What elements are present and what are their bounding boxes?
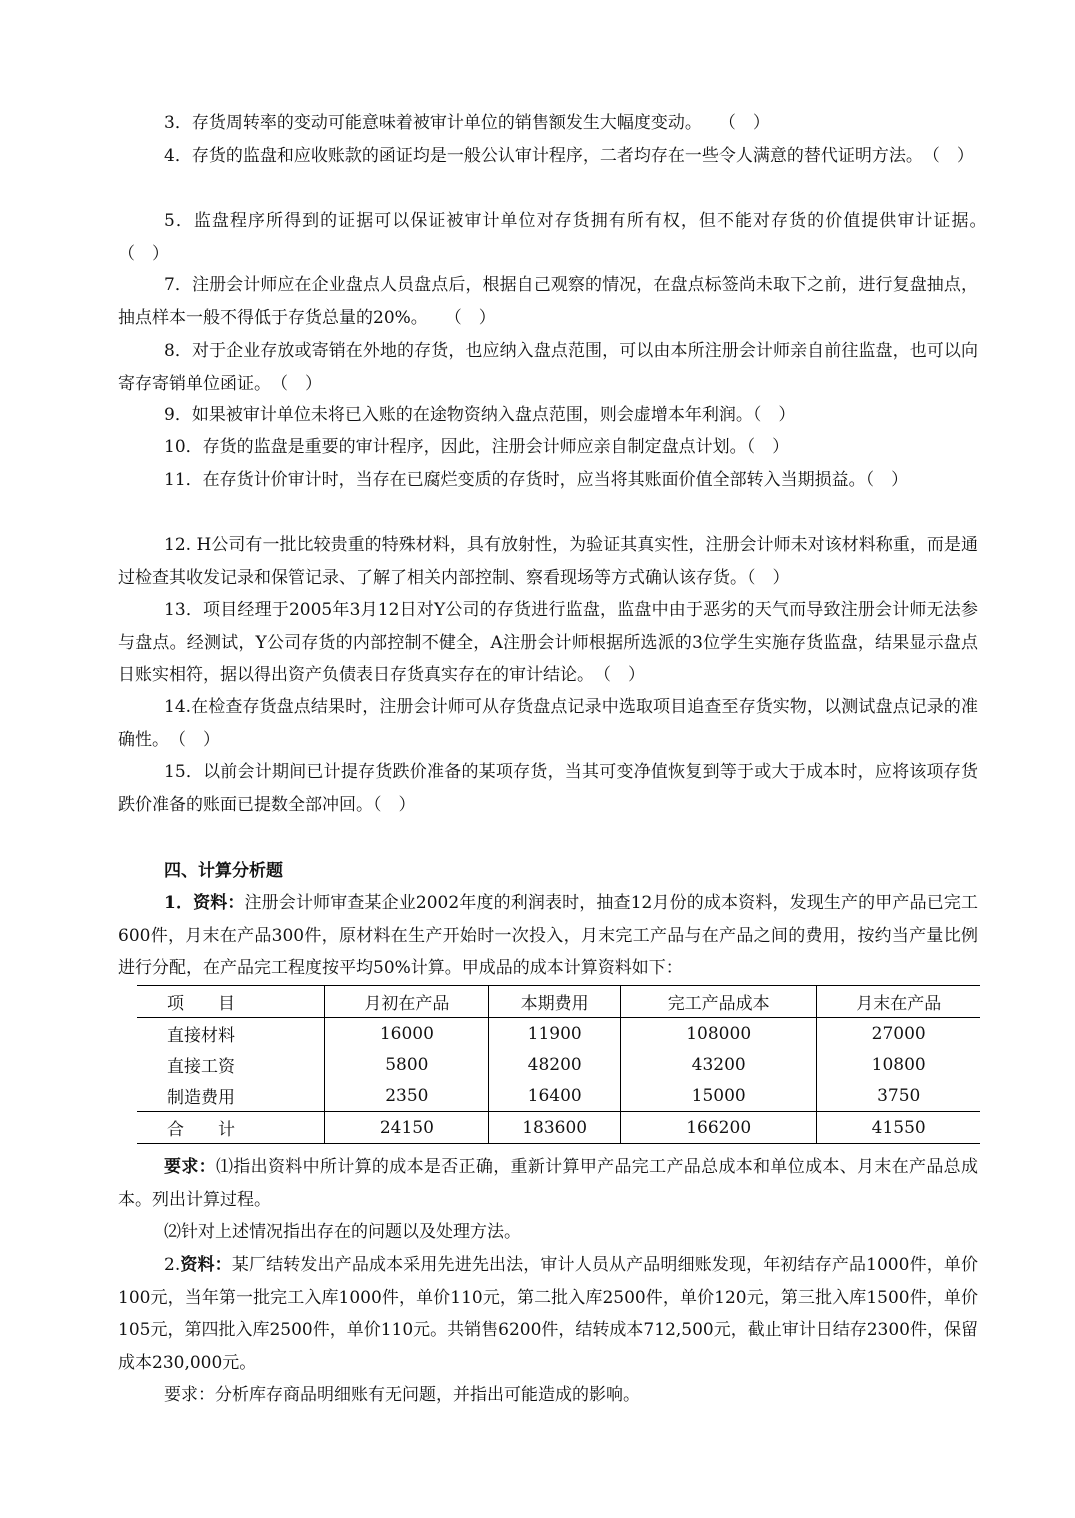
table-cell: 24150 [325, 1112, 489, 1144]
judgment-item-12: 12. H公司有一批比较贵重的特殊材料，具有放射性，为验证其真实性，注册会计师未对该材料称重，而是通过检查其收发记录和保管记录、了解了相关内部控制、察看现场等方式确认该存货。（ ） [118, 535, 978, 588]
cost-table [137, 985, 980, 1144]
question-2-requirement: 要求：分析库存商品明细账有无问题，并指出可能造成的影响。 [164, 1385, 640, 1405]
question-2-number: 2. [164, 1255, 181, 1275]
table-header-row [137, 986, 980, 1018]
table-cell: 183600 [489, 1112, 621, 1144]
table-row [137, 1080, 980, 1112]
table-cell: 16400 [489, 1080, 621, 1112]
table-cell: 3750 [817, 1080, 980, 1112]
judgment-item-15: 15．以前会计期间已计提存货跌价准备的某项存货，当其可变净值恢复到等于或大于成本时，应将该项存货跌价准备的账面已提数全部冲回。（ ） [118, 762, 978, 815]
table-cell: 166200 [620, 1112, 816, 1144]
table-cell: 制造费用 [167, 1088, 235, 1108]
table-row [137, 1049, 980, 1080]
section-heading: 四、计算分析题 [164, 861, 283, 881]
judgment-item-10: 10．存货的监盘是重要的审计程序，因此，注册会计师应亲自制定盘点计划。（ ） [164, 437, 790, 457]
judgment-item-11: 11．在存货计价审计时，当存在已腐烂变质的存货时，应当将其账面价值全部转入当期损益。（ ） [164, 470, 909, 490]
judgment-item-13: 13．项目经理于2005年3月12日对Y公司的存货进行监盘，监盘中由于恶劣的天气而导致注册会计师无法参与盘点。经测试，Y公司存货的内部控制不健全，A注册会计师根据所选派的3位学生实施存货监盘，结果显示盘点日账实相符，据以得出资产负债表日存货真实存在的审计结论。 （ ） [118, 600, 978, 685]
table-cell: 27000 [817, 1018, 980, 1050]
question-2-label: 资料： [180, 1255, 232, 1275]
table-row [137, 1018, 980, 1050]
table-header-cell: 完工产品成本 [620, 986, 816, 1018]
table-cell: 直接材料 [167, 1026, 235, 1046]
question-1-requirement-1 [118, 1151, 978, 1216]
judgment-item-5: 5．监盘程序所得到的证据可以保证被审计单位对存货拥有所有权，但不能对存货的价值提供审计证据。 （ ） [118, 211, 995, 264]
table-cell: 11900 [489, 1018, 621, 1050]
table-total-row [137, 1112, 980, 1144]
requirement-text: ⑴指出资料中所计算的成本是否正确，重新计算甲产品完工产品总成本和单位成本、月末在产品总成本。列出计算过程。 [118, 1157, 979, 1210]
table-cell: 16000 [325, 1018, 489, 1050]
table-cell: 43200 [620, 1049, 816, 1080]
table-header-cell: 项 目 [137, 986, 325, 1018]
table-cell: 15000 [620, 1080, 816, 1112]
question-2-text: 某厂结转发出产品成本采用先进先出法，审计人员从产品明细账发现，年初结存产品1000件，单价100元，当年第一批完工入库1000件，单价110元，第二批入库2500件，单价120元，第三批入库1500件，单价105元，第四批入库2500件，单价110元。共销售6200件，结转成本712,500元，截止审计日结存2300件，保留成本230,000元。 [118, 1255, 978, 1373]
judgment-item-14: 14.在检查存货盘点结果时，注册会计师可从存货盘点记录中选取项目追查至存货实物，以测试盘点记录的准确性。 （ ） [118, 697, 978, 750]
question-2-material [118, 1249, 978, 1379]
judgment-item-7: 7．注册会计师应在企业盘点人员盘点后，根据自己观察的情况，在盘点标签尚未取下之前，进行复盘抽点，抽点样本一般不得低于存货总量的20%。 （ ） [118, 275, 978, 328]
judgment-item-3: 3．存货周转率的变动可能意味着被审计单位的销售额发生大幅度变动。 （ ） [164, 113, 770, 133]
judgment-item-4: 4．存货的监盘和应收账款的函证均是一般公认审计程序，二者均存在一些令人满意的替代证明方法。 （ ） [164, 146, 974, 166]
question-1-material [118, 887, 984, 985]
question-1-label: 1．资料： [164, 893, 245, 913]
table-header-cell: 月末在产品 [817, 986, 980, 1018]
table-cell: 10800 [817, 1049, 980, 1080]
table-cell: 48200 [489, 1049, 621, 1080]
table-cell: 41550 [817, 1112, 980, 1144]
table-cell: 108000 [620, 1018, 816, 1050]
table-header-cell: 月初在产品 [325, 986, 489, 1018]
table-cell: 直接工资 [167, 1057, 235, 1077]
question-1-text: 注册会计师审查某企业2002年度的利润表时，抽查12月份的成本资料，发现生产的甲产品已完工 600件，月末在产品300件，原材料在生产开始时一次投入，月末完工产品与在产品之间的费用，按约当产量比例进行分配，在产品完工程度按平均50%计算。甲成品的成本计算资料如下： [118, 893, 984, 978]
requirement-label: 要求： [164, 1157, 216, 1177]
table-cell: 5800 [325, 1049, 489, 1080]
question-1-requirement-2: ⑵针对上述情况指出存在的问题以及处理方法。 [164, 1222, 521, 1242]
table-header-cell: 本期费用 [489, 986, 621, 1018]
table-cell: 合 计 [137, 1112, 325, 1144]
table-cell: 2350 [325, 1080, 489, 1112]
judgment-item-9: 9．如果被审计单位未将已入账的在途物资纳入盘点范围，则会虚增本年利润。（ ） [164, 405, 796, 425]
judgment-item-8: 8．对于企业存放或寄销在外地的存货，也应纳入盘点范围，可以由本所注册会计师亲自前往监盘，也可以向寄存寄销单位函证。 （ ） [118, 341, 978, 394]
